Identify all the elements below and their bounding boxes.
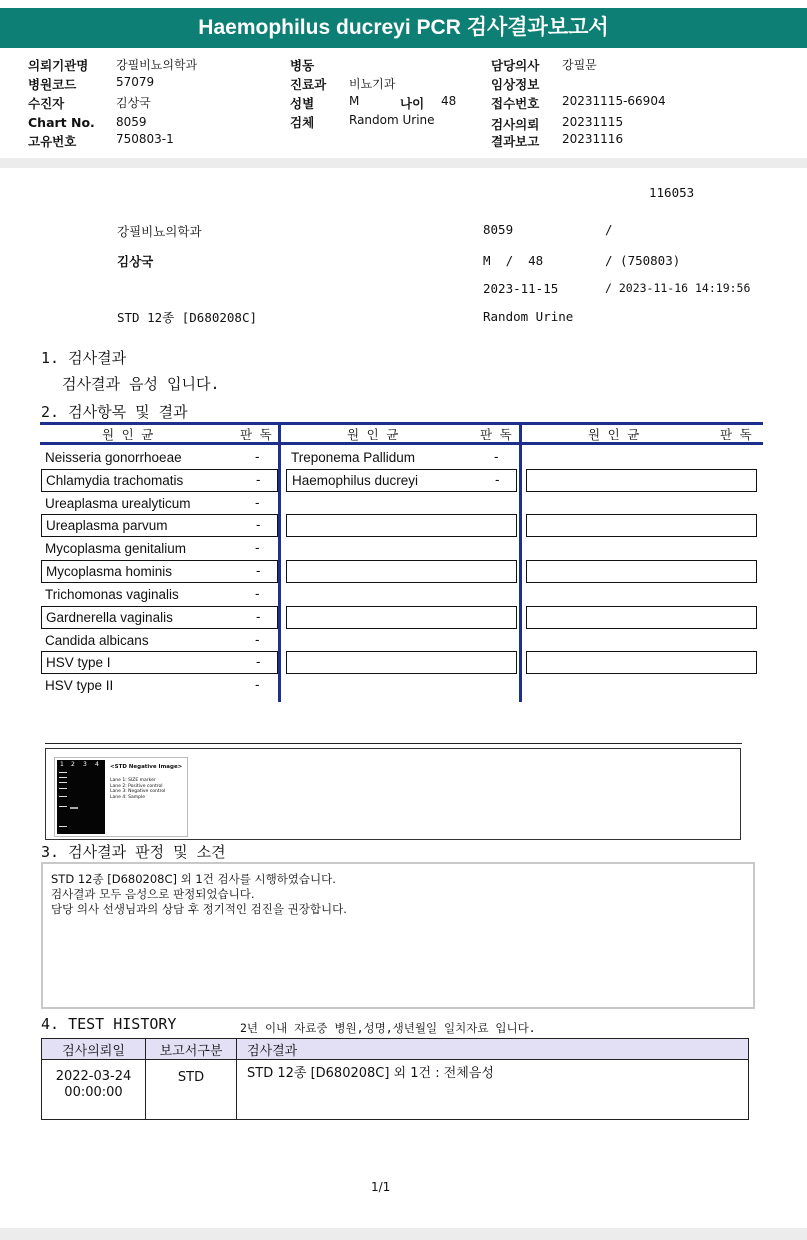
report-chart: 8059 xyxy=(483,222,514,237)
history-date-cell xyxy=(42,1060,146,1120)
pathogen-result: - xyxy=(256,517,261,532)
history-header-row xyxy=(42,1039,749,1060)
pathogen-name: HSV type II xyxy=(45,678,114,693)
history-note: 2년 이내 자료중 병원,성명,생년월일 일치자료 입니다. xyxy=(240,1021,536,1035)
gel-image-frame xyxy=(45,748,741,840)
history-col-result: 검사결과 xyxy=(237,1039,749,1060)
empty-row xyxy=(286,606,517,629)
report-title: Haemophilus ducreyi PCR 검사결과보고서 xyxy=(0,8,807,48)
marker-band xyxy=(59,826,67,827)
pathogen-name: Treponema Pallidum xyxy=(291,450,416,465)
marker-band xyxy=(59,788,67,789)
opinion-line: 담당 의사 선생님과의 상담 후 정기적인 검진을 권장합니다. xyxy=(51,902,347,916)
pathogen-name: Ureaplasma urealyticum xyxy=(45,496,191,511)
pathogen-name: Haemophilus ducreyi xyxy=(292,473,419,488)
section4-heading: 4. TEST HISTORY xyxy=(41,1015,177,1033)
empty-row xyxy=(526,469,757,492)
header-info xyxy=(0,52,807,152)
result-row xyxy=(41,560,278,583)
col1-judgement-header: 판 독 xyxy=(240,427,272,442)
pathogen-name: Trichomonas vaginalis xyxy=(45,587,179,602)
empty-row xyxy=(526,560,757,583)
patient-label: 수진자 xyxy=(28,96,65,111)
result-row xyxy=(41,469,278,492)
report-patient: 김상국 xyxy=(117,254,154,269)
department-value: 비뇨기과 xyxy=(349,77,396,91)
chart-no-value: 8059 xyxy=(116,115,147,129)
pathogen-name: Ureaplasma parvum xyxy=(46,518,168,533)
col1-pathogen-header: 원 인 균 xyxy=(102,427,154,442)
ward-label: 병동 xyxy=(290,58,315,73)
header-separator xyxy=(0,158,807,168)
history-date: 2022-03-24 xyxy=(55,1069,132,1084)
table-divider-1 xyxy=(278,422,281,702)
col3-results xyxy=(526,447,758,700)
opinion-line: STD 12종 [D680208C] 외 1건 검사를 시행하였습니다. xyxy=(51,872,336,886)
marker-band xyxy=(59,777,67,778)
history-time: 00:00:00 xyxy=(64,1085,123,1100)
pathogen-result: - xyxy=(256,472,261,487)
lane-label: 2 xyxy=(71,761,75,768)
result-row xyxy=(286,469,517,492)
history-col-type: 보고서구분 xyxy=(146,1039,237,1060)
pathogen-result: - xyxy=(255,677,260,692)
specimen-value: Random Urine xyxy=(349,113,435,127)
receipt-no-value: 20231115-66904 xyxy=(562,94,666,108)
report-slash: / xyxy=(605,222,613,237)
pathogen-result: - xyxy=(494,449,499,464)
pathogen-name: Neisseria gonorrhoeae xyxy=(45,450,182,465)
marker-band xyxy=(59,806,67,807)
hospital-code-label: 병원코드 xyxy=(28,77,77,92)
lane-label: 4 xyxy=(95,761,99,768)
history-table xyxy=(41,1038,749,1120)
department-label: 진료과 xyxy=(290,77,327,92)
section2-heading: 2. 검사항목 및 결과 xyxy=(41,403,188,421)
col2-pathogen-header: 원 인 균 xyxy=(347,427,399,442)
col2-results xyxy=(286,447,518,700)
history-col-date: 검사의뢰일 xyxy=(42,1039,146,1060)
footer-bar xyxy=(0,1228,807,1240)
gel-caption-line: Lane 1: SIZE marker xyxy=(110,778,156,783)
result-row xyxy=(41,651,278,674)
result-row xyxy=(41,537,278,560)
chart-no-label: Chart No. xyxy=(28,115,95,130)
pathogen-result: - xyxy=(495,472,500,487)
pathogen-result: - xyxy=(255,586,260,601)
request-date-label: 검사의뢰 xyxy=(491,117,540,132)
page-number: 1/1 xyxy=(371,1180,391,1194)
gel-top-rule xyxy=(45,743,742,744)
unique-id-value: 750803-1 xyxy=(116,132,174,146)
report-test-name: STD 12종 [D680208C] xyxy=(117,310,258,325)
age-value: 48 xyxy=(441,94,457,108)
col3-pathogen-header: 원 인 균 xyxy=(588,427,640,442)
opinion-line: 검사결과 모두 음성으로 판정되었습니다. xyxy=(51,887,255,901)
pathogen-result: - xyxy=(255,632,260,647)
result-row xyxy=(41,447,278,469)
empty-row xyxy=(526,606,757,629)
history-row xyxy=(42,1060,749,1120)
gel-caption xyxy=(110,778,165,800)
pathogen-name: HSV type I xyxy=(46,655,111,670)
pathogen-result: - xyxy=(255,540,260,555)
pathogen-result: - xyxy=(255,449,260,464)
pathogen-result: - xyxy=(256,563,261,578)
hospital-label: 의뢰기관명 xyxy=(28,58,89,73)
pathogen-result: - xyxy=(255,495,260,510)
report-date-value: 20231116 xyxy=(562,132,624,146)
age-label: 나이 xyxy=(400,96,425,111)
lane-label: 1 xyxy=(60,761,64,768)
marker-band xyxy=(59,772,67,773)
positive-band xyxy=(70,807,78,809)
sex-value: M xyxy=(349,94,360,108)
patient-value: 김상국 xyxy=(116,96,151,110)
empty-row xyxy=(286,651,517,674)
result-row xyxy=(41,629,278,651)
marker-band xyxy=(59,782,67,783)
opinion-box xyxy=(41,862,755,1009)
result-row xyxy=(41,514,278,537)
report-specimen: Random Urine xyxy=(483,309,574,324)
pathogen-name: Mycoplasma genitalium xyxy=(45,541,187,556)
report-sex-age: M / 48 xyxy=(483,253,544,268)
hospital-code-value: 57079 xyxy=(116,75,155,89)
specimen-label: 검체 xyxy=(290,115,315,130)
pathogen-name: Chlamydia trachomatis xyxy=(46,473,184,488)
history-type: STD xyxy=(146,1060,237,1120)
col3-judgement-header: 판 독 xyxy=(720,427,752,442)
result-row xyxy=(41,606,278,629)
report-hospital: 강필비뇨의학과 xyxy=(117,224,202,239)
pathogen-result: - xyxy=(256,654,261,669)
table-divider-2 xyxy=(519,422,522,702)
gel-image xyxy=(54,757,188,837)
empty-row xyxy=(286,514,517,537)
pathogen-name: Gardnerella vaginalis xyxy=(46,610,173,625)
sex-label: 성별 xyxy=(290,96,315,111)
result-row xyxy=(41,674,278,697)
col2-judgement-header: 판 독 xyxy=(480,427,512,442)
empty-row xyxy=(286,560,517,583)
col1-results xyxy=(41,447,278,700)
gel-caption-title: <STD Negative Image> xyxy=(110,764,183,770)
result-row xyxy=(41,492,278,514)
section3-heading: 3. 검사결과 판정 및 소견 xyxy=(41,843,226,861)
report-date-label: 결과보고 xyxy=(491,134,540,149)
doctor-value: 강필문 xyxy=(562,58,597,72)
section1-heading: 1. 검사결과 xyxy=(41,349,127,367)
clinical-info-label: 임상정보 xyxy=(491,77,540,92)
history-result: STD 12종 [D680208C] 외 1건 : 전체음성 xyxy=(237,1060,749,1120)
report-code: 116053 xyxy=(649,185,695,200)
empty-row xyxy=(526,514,757,537)
receipt-no-label: 접수번호 xyxy=(491,96,540,111)
request-date-value: 20231115 xyxy=(562,115,624,129)
marker-band xyxy=(59,796,67,797)
unique-id-label: 고유번호 xyxy=(28,134,77,149)
gel-caption-line: Lane 3: Negative control xyxy=(110,789,166,794)
hospital-value: 강필비뇨의학과 xyxy=(116,58,198,72)
pathogen-name: Candida albicans xyxy=(45,633,149,648)
result-row xyxy=(41,583,278,606)
result-row xyxy=(286,447,517,469)
section1-result: 검사결과 음성 입니다. xyxy=(62,375,220,393)
pathogen-result: - xyxy=(256,609,261,624)
report-reported: / 2023-11-16 14:19:56 xyxy=(605,281,751,295)
opinion-text xyxy=(51,872,347,917)
doctor-label: 담당의사 xyxy=(491,58,540,73)
empty-row xyxy=(526,651,757,674)
report-received: 2023-11-15 xyxy=(483,281,559,296)
gel-caption-line: Lane 2: Positive control xyxy=(110,783,163,789)
report-id-part: / (750803) xyxy=(605,253,681,268)
gel-caption-line: Lane 4: Sample xyxy=(110,794,145,800)
pathogen-name: Mycoplasma hominis xyxy=(46,564,173,579)
gel-photo xyxy=(57,760,105,834)
lane-label: 3 xyxy=(83,761,87,768)
